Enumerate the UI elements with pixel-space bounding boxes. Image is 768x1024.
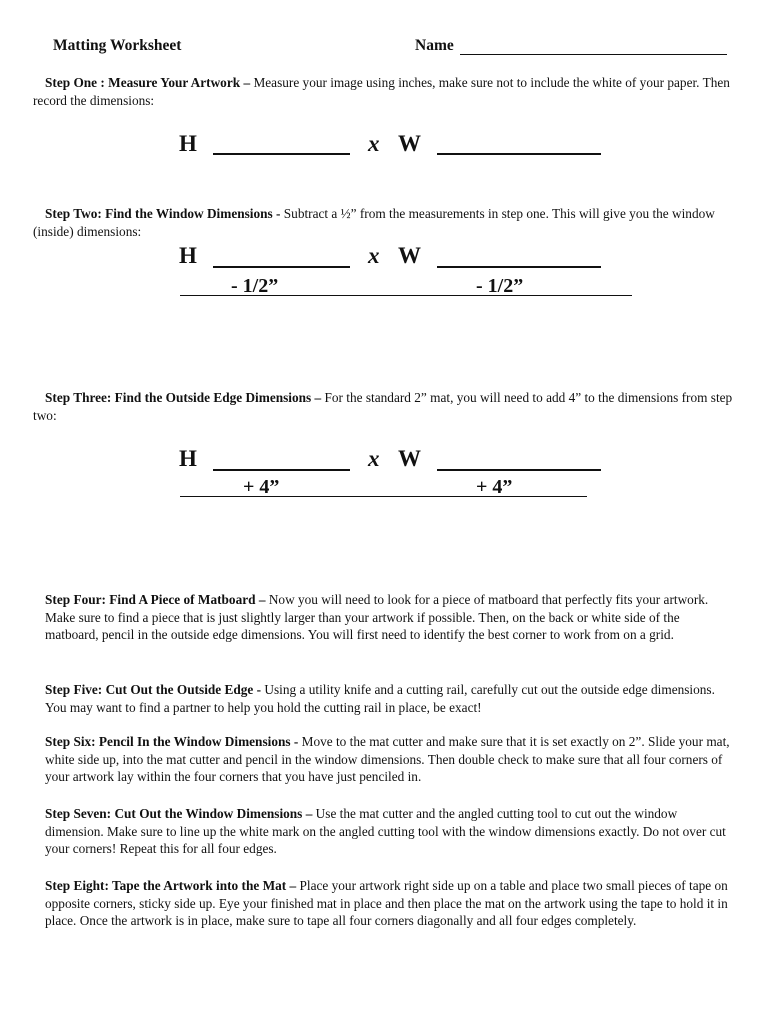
worksheet-title: Matting Worksheet: [53, 37, 182, 54]
step-six-heading: Step Six: Pencil In the Window Dimensions: [45, 734, 291, 749]
step-one-instructions: Step One : Measure Your Artwork – Measure your image using inches, make sure not to include the white of your paper. Then record the dimensions:: [33, 75, 730, 108]
step-two-text: Subtract a ½” from the measurements in step one. This will give you the window (inside) dimensions:: [33, 206, 715, 239]
step-two-h-subtract: - 1/2”: [231, 275, 279, 297]
step-seven-text: Use the mat cutter and the angled cutting tool to cut out the window dimension. Make sure to line up the white mark on the angled cutting tool with the window dimensions exactly. Do not over cut your corners! Repeat this for all four edges.: [45, 806, 726, 857]
step-one-w-label: W: [398, 131, 421, 156]
step-one-width-field[interactable]: [437, 153, 601, 155]
step-three-instructions: Step Three: Find the Outside Edge Dimensions – For the standard 2” mat, you will need to add 4” to the dimensions from step two:: [33, 390, 733, 423]
step-seven-instructions: Step Seven: Cut Out the Window Dimensions – Use the mat cutter and the angled cutting tool to cut out the window dimension. Make sure to line up the white mark on the angled cutting tool with the window dimensions exactly. Do not over cut your corners! Repeat this for all four edges.: [45, 806, 726, 857]
step-three-heading: Step Three: Find the Outside Edge Dimensions: [45, 390, 312, 405]
step-three-times-sign: x: [368, 446, 380, 471]
step-seven-heading: Step Seven: Cut Out the Window Dimensions: [45, 806, 303, 821]
step-five-heading: Step Five: Cut Out the Outside Edge: [45, 682, 254, 697]
step-four-heading: Step Four: Find A Piece of Matboard: [45, 592, 256, 607]
step-six-instructions: Step Six: Pencil In the Window Dimensions - Move to the mat cutter and make sure that it is set exactly on 2”. Slide your mat, white side up, into the mat cutter and pencil in the window dimensions. Then double check to make sure that all four corners of your artwork lay within the four corners that you have just penciled in.: [45, 734, 730, 785]
step-eight-text: Place your artwork right side up on a table and place two small pieces of tape on opposite corners, sticky side up. Eye your finished mat in place and then place the mat on the artwork using the tape to hold it in place. Once the artwork is in place, make sure to tape all four corners diagonally and all four edges completely.: [45, 878, 728, 929]
step-two-h-label: H: [179, 243, 197, 268]
step-eight-instructions: Step Eight: Tape the Artwork into the Mat – Place your artwork right side up on a table and place two small pieces of tape on opposite corners, sticky side up. Eye your finished mat in place and then place the mat on the artwork using the tape to hold it in place. Once the artwork is in place, make sure to tape all four corners diagonally and all four edges completely.: [45, 878, 728, 929]
step-four-text: Now you will need to look for a piece of matboard that perfectly fits your artwork. Make sure to find a piece that is just slightly larger than your artwork if possible. Then, on the back or white side of the matboard, pencil in the outside edge dimensions. You will first need to identify the best corner to work from on a grid.: [45, 592, 709, 643]
step-three-width-field[interactable]: [437, 469, 601, 471]
step-two-heading: Step Two: Find the Window Dimensions: [45, 206, 273, 221]
step-two-times-sign: x: [368, 243, 380, 268]
step-two-height-field[interactable]: [213, 266, 350, 268]
step-three-w-add: + 4”: [476, 476, 513, 498]
step-three-text: For the standard 2” mat, you will need to add 4” to the dimensions from step two:: [33, 390, 733, 423]
step-two-w-label: W: [398, 243, 421, 268]
step-five-instructions: Step Five: Cut Out the Outside Edge - Using a utility knife and a cutting rail, carefully cut out the outside edge dimensions. You may want to find a partner to help you hold the cutting rail in place, be exact!: [45, 682, 715, 715]
step-five-text: Using a utility knife and a cutting rail, carefully cut out the outside edge dimensions. You may want to find a partner to help you hold the cutting rail in place, be exact!: [45, 682, 715, 715]
name-label: Name: [415, 37, 454, 54]
step-one-heading: Step One : Measure Your Artwork: [45, 75, 241, 90]
step-three-result-line[interactable]: [180, 496, 587, 497]
step-three-h-label: H: [179, 446, 197, 471]
step-eight-heading: Step Eight: Tape the Artwork into the Mat: [45, 878, 287, 893]
step-two-w-subtract: - 1/2”: [476, 275, 524, 297]
step-one-times-sign: x: [368, 131, 380, 156]
step-one-text: Measure your image using inches, make sure not to include the white of your paper. Then record the dimensions:: [33, 75, 730, 108]
step-two-width-field[interactable]: [437, 266, 601, 268]
step-two-instructions: Step Two: Find the Window Dimensions - Subtract a ½” from the measurements in step one. This will give you the window (inside) dimensions:: [33, 206, 715, 239]
step-three-w-label: W: [398, 446, 421, 471]
name-field[interactable]: [460, 40, 727, 55]
step-three-height-field[interactable]: [213, 469, 350, 471]
step-one-h-label: H: [179, 131, 197, 156]
step-one-height-field[interactable]: [213, 153, 350, 155]
step-two-result-line[interactable]: [180, 295, 632, 296]
step-three-h-add: + 4”: [243, 476, 280, 498]
step-six-text: Move to the mat cutter and make sure that it is set exactly on 2”. Slide your mat, white side up, into the mat cutter and pencil in the window dimensions. Then double check to make sure that all four corners of your artwork lay within the four corners that you have just penciled in.: [45, 734, 730, 785]
step-four-instructions: Step Four: Find A Piece of Matboard – Now you will need to look for a piece of matboard that perfectly fits your artwork. Make sure to find a piece that is just slightly larger than your artwork if possible. Then, on the back or white side of the matboard, pencil in the outside edge dimensions. You will first need to identify the best corner to work from on a grid.: [45, 592, 709, 643]
